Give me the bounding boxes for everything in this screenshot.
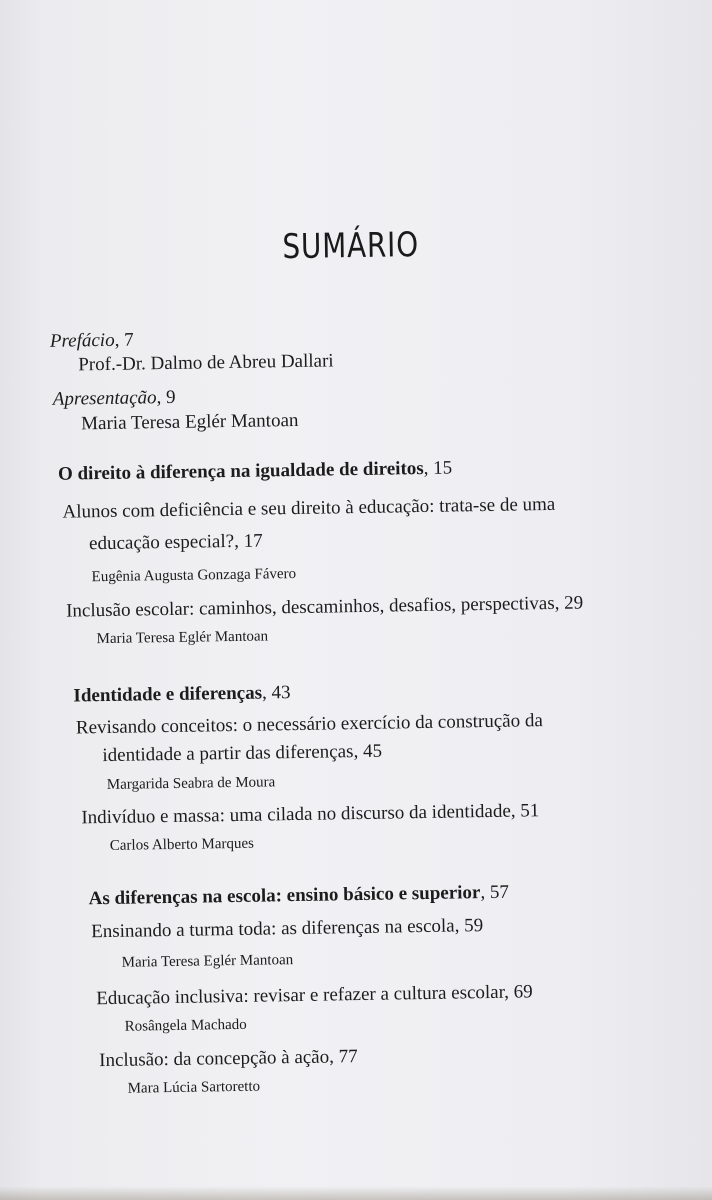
front-entry-prefacio: Prefácio, 7 xyxy=(49,329,134,352)
section-heading: Identidade e diferenças, 43 xyxy=(73,682,291,707)
chapter-title: Inclusão: da concepção à ação xyxy=(99,1046,330,1072)
chapter-title: Ensinando a turma toda: as diferenças na escola xyxy=(91,915,455,943)
section-heading: As diferenças na escola: ensino básico e superior, 57 xyxy=(88,881,510,910)
chapter-author: Mara Lúcia Sartoretto xyxy=(127,1078,261,1097)
entry-page: 9 xyxy=(165,386,176,409)
chapter-entry-continued: identidade a partir das diferenças, 45 xyxy=(102,740,383,767)
chapter-title: Alunos com deficiência e seu direito à educação: trata-se de uma xyxy=(62,493,556,523)
front-entry-apresentacao: Apresentação, 9 xyxy=(52,386,176,410)
section-page: 43 xyxy=(271,682,291,704)
chapter-author: Maria Teresa Eglér Mantoan xyxy=(121,952,294,971)
section-title: Identidade e diferenças xyxy=(73,682,263,707)
chapter-page: 59 xyxy=(463,915,484,937)
chapter-entry: Ensinando a turma toda: as diferenças na escola, 59 xyxy=(91,915,484,943)
chapter-title-continued: educação especial? xyxy=(88,530,235,555)
page-title: SUMÁRIO xyxy=(282,225,420,268)
front-entry-author: Maria Teresa Eglér Mantoan xyxy=(81,409,299,435)
entry-page: 7 xyxy=(123,329,134,351)
chapter-page: 45 xyxy=(362,740,383,762)
front-entry-author: Prof.-Dr. Dalmo de Abreu Dallari xyxy=(78,350,334,376)
chapter-entry: Inclusão escolar: caminhos, descaminhos, desafios, perspectivas, 29 xyxy=(65,592,584,622)
chapter-title: Indivíduo e massa: uma cilada no discurso da identidade xyxy=(81,800,512,829)
chapter-author: Margarida Seabra de Moura xyxy=(106,774,276,793)
section-title: O direito à diferença na igualdade de direitos xyxy=(57,457,424,485)
chapter-title: Inclusão escolar: caminhos, descaminhos, desafios, perspectivas xyxy=(65,592,555,622)
chapter-title-continued: identidade a partir das diferenças xyxy=(102,741,354,767)
entry-label: Prefácio xyxy=(49,329,115,352)
chapter-author: Rosângela Machado xyxy=(124,1016,247,1035)
section-title: As diferenças na escola: ensino básico e superior xyxy=(88,882,481,910)
chapter-page: 69 xyxy=(513,981,533,1003)
chapter-page: 77 xyxy=(338,1046,358,1068)
chapter-entry: Inclusão: da concepção à ação, 77 xyxy=(99,1046,358,1072)
chapter-entry-continued: educação especial?, 17 xyxy=(88,530,263,555)
chapter-author: Carlos Alberto Marques xyxy=(109,835,255,854)
section-page: 57 xyxy=(489,881,510,903)
chapter-entry xyxy=(62,490,555,528)
chapter-title: Revisando conceitos: o necessário exercício da construção da xyxy=(75,710,543,739)
chapter-entry: Educação inclusiva: revisar e refazer a cultura escolar, 69 xyxy=(96,981,533,1010)
chapter-title: Educação inclusiva: revisar e refazer a cultura escolar xyxy=(96,981,505,1010)
chapter-author: Maria Teresa Eglér Mantoan xyxy=(96,628,269,648)
chapter-author: Eugênia Augusta Gonzaga Fávero xyxy=(91,566,297,586)
entry-label: Apresentação xyxy=(52,387,157,410)
chapter-entry: Indivíduo e massa: uma cilada no discurso da identidade, 51 xyxy=(81,800,540,829)
chapter-page: 51 xyxy=(520,800,540,822)
page-edge-shadow xyxy=(0,1186,712,1200)
chapter-page: 29 xyxy=(563,592,584,614)
section-page: 15 xyxy=(433,457,453,479)
chapter-page: 17 xyxy=(243,530,263,552)
section-heading: O direito à diferença na igualdade de direitos, 15 xyxy=(57,457,453,485)
